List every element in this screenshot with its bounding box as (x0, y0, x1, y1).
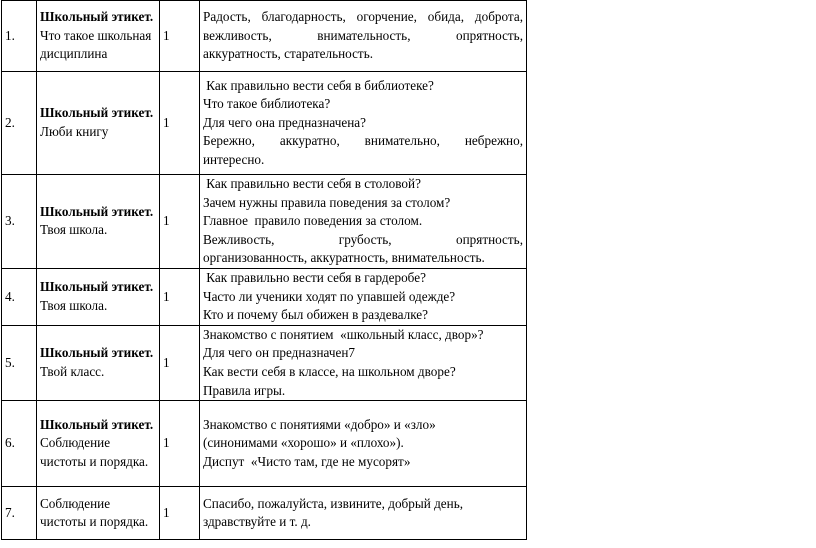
content-line: Диспут «Чисто там, где не мусорят» (203, 453, 411, 469)
topic-bold: Школьный этикет. (40, 416, 154, 432)
topic-text: Что такое школьная дисциплина (40, 27, 152, 62)
content-line: Вежливость, грубость, опрятность, (203, 231, 523, 247)
topic-cell (37, 325, 160, 400)
content-line: Как вести себя в классе, на школьном дворе? (203, 363, 456, 379)
topic-cell (37, 268, 160, 325)
content-line: Главное правило поведения за столом. (203, 213, 423, 229)
content-line: Как правильно вести себя в гардеробе? (203, 269, 426, 285)
content-line: Кто и почему был обижен в раздевалке? (203, 307, 429, 323)
topic-bold: Школьный этикет. (40, 203, 154, 219)
row-number: 7. (2, 487, 37, 540)
content-line: Что такое библиотека? (203, 96, 331, 112)
table-row (2, 268, 527, 325)
topic-cell (37, 1, 160, 72)
row-number: 4. (2, 268, 37, 325)
content-line: организованность, аккуратность, внимательность. (203, 250, 485, 266)
content-line: Знакомство с понятием «школьный класс, двор»? (203, 326, 484, 342)
content-cell (200, 487, 527, 540)
content-line: Для чего он предназначен7 (203, 345, 356, 361)
topic-text: Твой класс. (40, 363, 105, 379)
row-number: 1. (2, 1, 37, 72)
hours-cell: 1 (160, 72, 200, 175)
topic-bold: Школьный этикет. (40, 345, 154, 361)
topic-cell (37, 72, 160, 175)
content-line: Спасибо, пожалуйста, извините, добрый день, (203, 495, 464, 511)
content-line: Как правильно вести себя в библиотеке? (203, 77, 434, 93)
hours-cell: 1 (160, 487, 200, 540)
topic-text: Люби книгу (40, 124, 109, 139)
table-row (2, 72, 527, 175)
table-row (2, 1, 527, 72)
topic-text: Твоя школа. (40, 297, 108, 313)
content-line: Бережно, аккуратно, внимательно, небрежно, (203, 133, 523, 149)
hours-cell: 1 (160, 401, 200, 487)
hours-cell: 1 (160, 1, 200, 72)
hours-cell: 1 (160, 175, 200, 269)
table-row (2, 487, 527, 540)
topic-bold: Школьный этикет. (40, 9, 154, 25)
row-number: 6. (2, 401, 37, 487)
content-line: здравствуйте и т. д. (203, 514, 311, 530)
topic-cell (37, 175, 160, 269)
content-line: Зачем нужны правила поведения за столом? (203, 194, 451, 210)
content-cell (200, 325, 527, 400)
content-line: Как правильно вести себя в столовой? (203, 176, 421, 191)
content-cell (200, 401, 527, 487)
table-row (2, 175, 527, 269)
topic-cell (37, 487, 160, 540)
topic-bold: Школьный этикет. (40, 105, 154, 121)
table-row (2, 401, 527, 487)
content-line: интересно. (203, 151, 265, 167)
topic-text: Соблюдение чистоты и порядка. (40, 495, 149, 530)
content-cell (200, 268, 527, 325)
content-line: Знакомство с понятиями «добро» и «зло» (203, 416, 436, 432)
content-line: вежливость, внимательность, опрятность, (203, 27, 523, 43)
content-line: Для чего она предназначена? (203, 114, 366, 130)
topic-bold: Школьный этикет. (40, 279, 154, 295)
content-line: Правила игры. (203, 382, 286, 398)
hours-cell: 1 (160, 325, 200, 400)
row-number: 2. (2, 72, 37, 175)
topic-cell (37, 401, 160, 487)
content-cell (200, 175, 527, 269)
lesson-plan-table (1, 0, 527, 540)
table-row (2, 325, 527, 400)
hours-cell: 1 (160, 268, 200, 325)
content-line: (синонимами «хорошо» и «плохо»). (203, 435, 404, 451)
content-line: Радость, благодарность, огорчение, обида, доброта, (203, 9, 523, 25)
content-cell (200, 72, 527, 175)
content-cell (200, 1, 527, 72)
content-line: Часто ли ученики ходят по упавшей одежде? (203, 288, 456, 304)
topic-text: Твоя школа. (40, 222, 108, 238)
row-number: 3. (2, 175, 37, 269)
topic-text: Соблюдение чистоты и порядка. (40, 435, 149, 469)
content-line: аккуратность, старательность. (203, 46, 374, 62)
row-number: 5. (2, 325, 37, 400)
